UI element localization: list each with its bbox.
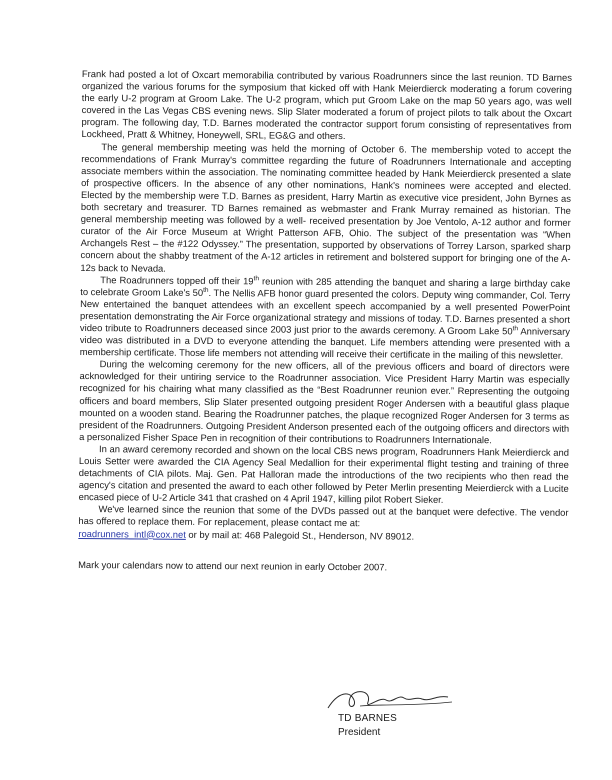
paragraph-membership-meeting: The general membership meeting was held the morning of October 6. The membership voted to accept the recommendations of Frank Murray's committee regarding the future of Roadrunners Internationale and accepting associate members within the association. The nominating committee headed by Hank Meierdierck presented a slate of prospective officers. In the absence of any other nominations, Hank's nominees were accepted and elected. Elected by the membership were T.D. Barnes as president, Harry Martin as executive vice president, John Byrnes as both secretary and treasurer. TD Barnes remained as webmaster and Frank Murray remained as historian. The general membership meeting was followed by a well- received presentation by Joe Ventolo, A-12 author and former curator of the Air Force Museum at Wright Patterson AFB, Ohio. The subject of the presentation was “When Archangels Rest – the #122 Odyssey.” The presentation, supported by observations of Torrey Larson, sparked sharp concern about the shabby treatment of the A-12 articles in retirement and bolstered support for bringing one of the A-12s back to Nevada.	[80, 140, 572, 274]
ordinal-suffix: th	[512, 325, 519, 333]
letter-body	[78, 68, 572, 575]
ordinal-suffix: th	[253, 274, 260, 282]
email-link[interactable]: roadrunners_intl@cox.net	[78, 527, 186, 540]
banquet-text-a: The Roadrunners topped off their 19	[100, 273, 254, 286]
ordinal-suffix: th	[203, 286, 209, 294]
banquet-text-d: Anniversary video was distributed in a DVD to everyone attending the banquet. Life members attending were presented with a membership certificate. Those life members not attending will receive their certificate in the mailing of this newsletter.	[79, 325, 570, 361]
contact-line	[78, 528, 568, 544]
paragraph-award-ceremony: In an award ceremony recorded and shown on the local CBS news program, Roadrunners Hank Meierdierck and Louis Setter were awarded the CIA Agency Seal Medallion for their experimental flight testing and training of three detachments of CIA pilots. Maj. Gen. Pat Halloran made the introductions of the two recipients who then read the agency's citation and presented the award to each other followed by Peter Merlin presenting Meierdierck with a Lucite encased piece of U-2 Article 341 that crashed on 4 April 1947, killing pilot Robert Sieker.	[78, 443, 570, 506]
paragraph-symposium: Frank had posted a lot of Oxcart memorabilia contributed by various Roadrunners since the last reunion. TD Barnes organized the various forums for the symposium that kicked off with Hank Meierdierck moderating a forum covering the early U-2 program at Groom Lake. The U-2 program, which put Groom Lake on the map 50 years ago, was well covered in the Las Vegas CBS evening news. Slip Slater moderated a forum of project pilots to talk about the Oxcart program. The following day, T.D. Barnes moderated the contractor support forum consisting of representatives from Lockheed, Pratt & Whitney, Honeywell, SRL, EG&G and others.	[81, 68, 572, 142]
closing-line: Mark your calendars now to attend our next reunion in early October 2007.	[78, 558, 388, 573]
signature-block	[332, 686, 482, 746]
signer-name: TD BARNES	[338, 713, 398, 724]
signer-title: President	[338, 727, 381, 738]
paragraph-banquet	[80, 274, 571, 363]
banquet-text-c: . The Nellis AFB honor guard presented the colors. Deputy wing commander, Col. Terry New entertained the banquet attendees with an excellent speech accompanied by a well presented PowerPoint presentation demonstrating the Air Force organizational strategy and missions of today. T.D. Barnes presented a short video tribute to Roadrunners deceased since 2003 just prior to the awards ceremony. A Groom Lake 50	[79, 286, 571, 337]
paragraph-dvd-replacement: We've learned since the reunion that some of the DVDs passed out at the banquet were defective. The vendor has offered to replace them. For replacement, please contact me at:	[78, 503, 569, 529]
handwritten-signature	[324, 686, 464, 714]
paragraph-welcoming-ceremony: During the welcoming ceremony for the new officers, all of the previous officers and board of directors were acknowledged for their untiring service to the Roadrunner association. Vice President Harry Martin was especially recognized for his chairing what many classified as the “Best Roadrunner reunion ever.” Representing the outgoing officers and board members, Slip Slater presented outgoing president Roger Andersen with a beautiful glass plaque mounted on a wooden stand. Bearing the Roadrunner patches, the plaque recognized Roger Andersen for 3 terms as president of the Roadrunners. Outgoing President Anderson presented each of the outgoing officers and directors with a personalized Fisher Space Pen in recognition of their contributions to Roadrunners Internationale.	[79, 358, 570, 446]
banquet-text-b: reunion with 285 attending the banquet and sharing a large birthday cake to celebrate Groom Lake's 50	[80, 274, 571, 298]
mail-address: or by mail at: 468 Palegoid St., Henderson, NV 89012.	[185, 528, 415, 542]
